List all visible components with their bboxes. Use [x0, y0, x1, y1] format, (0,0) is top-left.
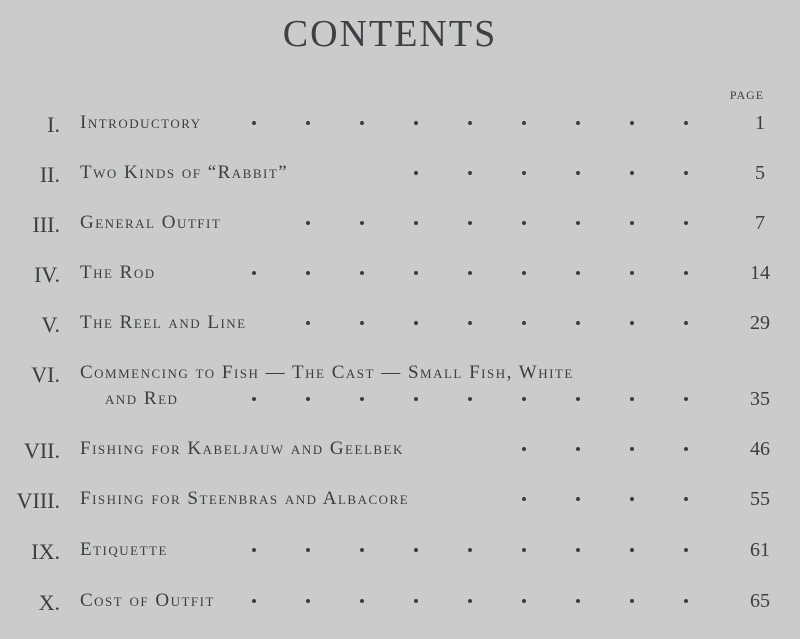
toc-entry[interactable]: [0, 212, 800, 242]
page-number: 65: [750, 590, 770, 612]
leader-dot: [550, 221, 604, 227]
leader-dot: [388, 548, 442, 554]
leader-dot: [334, 397, 388, 403]
leader-dot: [604, 397, 658, 403]
chapter-title: Two Kinds of “Rabbit”: [80, 162, 289, 183]
leader-dot: [550, 447, 604, 453]
page-number: 35: [750, 388, 770, 410]
leader-dot: [658, 221, 712, 227]
leader-dot: [280, 548, 334, 554]
leader-dot: [442, 599, 496, 605]
chapter-title: Fishing for Kabeljauw and Geelbek: [80, 438, 404, 459]
chapter-number: IX.: [31, 539, 60, 564]
leader-dot: [280, 121, 334, 127]
leader-dot: [496, 271, 550, 277]
chapter-title: Introductory: [80, 112, 202, 133]
leader-dot: [442, 271, 496, 277]
page-column-header: PAGE: [729, 88, 765, 102]
chapter-title: The Reel and Line: [80, 312, 247, 333]
leader-dot: [280, 321, 334, 327]
leader-dot: [604, 497, 658, 503]
leader-dot: [442, 171, 496, 177]
toc-entry[interactable]: [0, 488, 800, 518]
leader-dots: [226, 121, 712, 127]
leader-dot: [550, 121, 604, 127]
toc-entry[interactable]: [0, 438, 800, 468]
leader-dot: [334, 321, 388, 327]
leader-dot: [658, 271, 712, 277]
toc-entry[interactable]: [0, 362, 800, 418]
chapter-title: Commencing to Fish — The Cast — Small Fish, White: [80, 362, 574, 383]
leader-dot: [550, 171, 604, 177]
leader-dot: [388, 599, 442, 605]
leader-dot: [226, 271, 280, 277]
leader-dot: [226, 397, 280, 403]
leader-dots: [226, 599, 712, 605]
leader-dot: [442, 548, 496, 554]
leader-dot: [658, 447, 712, 453]
leader-dot: [280, 271, 334, 277]
chapter-number: V.: [41, 312, 60, 337]
leader-dot: [550, 599, 604, 605]
leader-dot: [604, 271, 658, 277]
leader-dot: [334, 271, 388, 277]
leader-dot: [658, 121, 712, 127]
page-number: 1: [755, 112, 765, 134]
leader-dot: [334, 221, 388, 227]
chapter-number: VIII.: [16, 488, 60, 513]
leader-dot: [442, 221, 496, 227]
leader-dot: [604, 221, 658, 227]
leader-dot: [334, 599, 388, 605]
leader-dot: [388, 271, 442, 277]
toc-entry[interactable]: [0, 262, 800, 292]
leader-dot: [280, 397, 334, 403]
toc-entry[interactable]: [0, 312, 800, 342]
leader-dot: [604, 548, 658, 554]
toc-entry[interactable]: [0, 590, 800, 620]
leader-dot: [226, 121, 280, 127]
chapter-title: The Rod: [80, 262, 156, 283]
leader-dot: [604, 121, 658, 127]
chapter-number: II.: [39, 162, 60, 187]
chapter-title-continued: and Red: [105, 388, 179, 409]
leader-dots: [496, 497, 712, 503]
leader-dot: [280, 599, 334, 605]
page-number: 14: [750, 262, 770, 284]
leader-dot: [388, 171, 442, 177]
chapter-title: General Outfit: [80, 212, 222, 233]
toc-entry[interactable]: [0, 162, 800, 192]
leader-dot: [658, 397, 712, 403]
leader-dots: [496, 447, 712, 453]
leader-dot: [658, 321, 712, 327]
page-number: 46: [750, 438, 770, 460]
leader-dot: [550, 548, 604, 554]
leader-dot: [658, 497, 712, 503]
leader-dots: [388, 171, 712, 177]
leader-dot: [550, 397, 604, 403]
leader-dot: [496, 321, 550, 327]
chapter-number: I.: [47, 112, 60, 137]
leader-dot: [658, 548, 712, 554]
page-number: 61: [750, 539, 770, 561]
page-number: 55: [750, 488, 770, 510]
leader-dot: [658, 599, 712, 605]
leader-dot: [550, 497, 604, 503]
leader-dot: [226, 548, 280, 554]
toc-entry[interactable]: [0, 112, 800, 142]
leader-dot: [442, 397, 496, 403]
leader-dot: [496, 397, 550, 403]
leader-dot: [550, 321, 604, 327]
chapter-number: VII.: [23, 438, 60, 463]
leader-dot: [226, 599, 280, 605]
leader-dots: [226, 548, 712, 554]
leader-dot: [604, 447, 658, 453]
leader-dot: [604, 171, 658, 177]
leader-dot: [604, 321, 658, 327]
leader-dot: [604, 599, 658, 605]
leader-dot: [496, 548, 550, 554]
leader-dot: [496, 447, 550, 453]
leader-dots: [226, 397, 712, 403]
leader-dot: [388, 397, 442, 403]
leader-dot: [388, 221, 442, 227]
leader-dot: [442, 121, 496, 127]
leader-dot: [334, 548, 388, 554]
chapter-title: Fishing for Steenbras and Albacore: [80, 488, 410, 509]
leader-dot: [658, 171, 712, 177]
leader-dot: [334, 121, 388, 127]
leader-dot: [280, 221, 334, 227]
leader-dot: [550, 271, 604, 277]
chapter-number: III.: [32, 212, 60, 237]
page-title: CONTENTS: [282, 13, 498, 55]
leader-dot: [496, 599, 550, 605]
leader-dots: [280, 221, 712, 227]
page-number: 5: [755, 162, 765, 184]
leader-dot: [442, 321, 496, 327]
leader-dots: [226, 271, 712, 277]
page-number: 7: [755, 212, 765, 234]
leader-dot: [388, 121, 442, 127]
leader-dot: [496, 171, 550, 177]
leader-dot: [388, 321, 442, 327]
leader-dots: [280, 321, 712, 327]
chapter-number: IV.: [34, 262, 60, 287]
chapter-title: Cost of Outfit: [80, 590, 215, 611]
leader-dot: [496, 221, 550, 227]
page-number: 29: [750, 312, 770, 334]
chapter-number: X.: [38, 590, 60, 615]
leader-dot: [496, 121, 550, 127]
toc-entry[interactable]: [0, 539, 800, 569]
leader-dot: [496, 497, 550, 503]
chapter-number: VI.: [31, 362, 60, 387]
chapter-title: Etiquette: [80, 539, 168, 560]
